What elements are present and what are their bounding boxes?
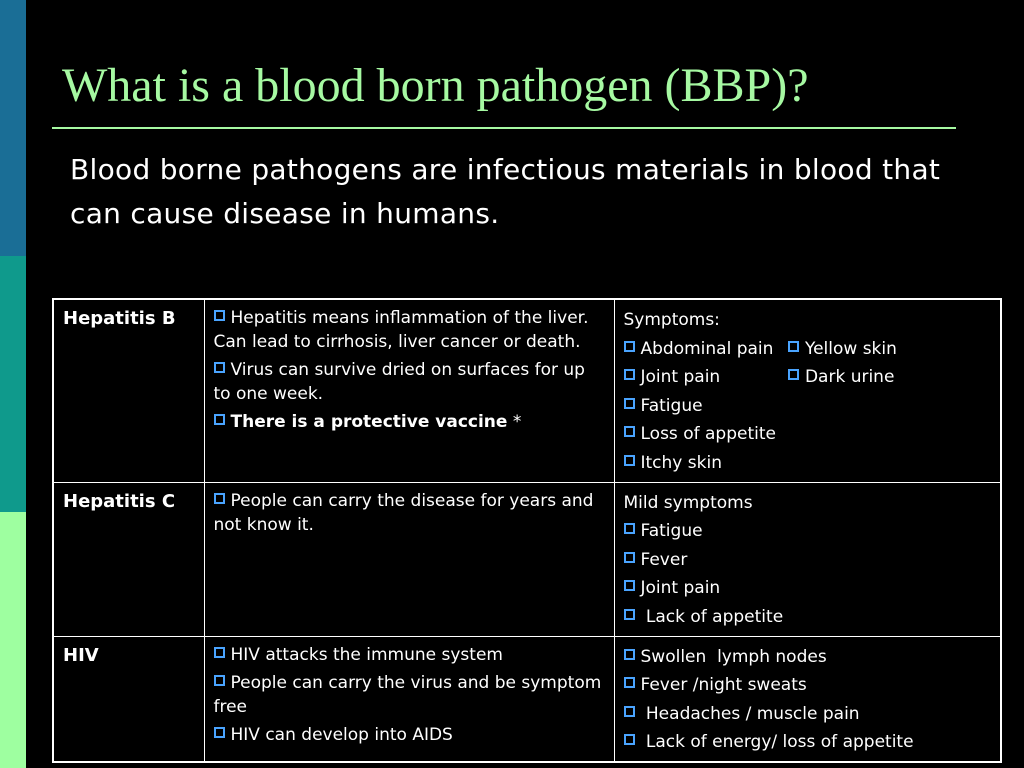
square-bullet-icon: [624, 426, 635, 437]
symptom-item: Joint pain: [624, 363, 776, 392]
square-bullet-icon: [624, 677, 635, 688]
disease-name: Hepatitis C: [63, 490, 176, 512]
symptom-item: Yellow skin: [788, 335, 897, 364]
pathogen-table: [52, 298, 1002, 763]
square-bullet-icon: [624, 341, 635, 352]
symptom-item: Loss of appetite: [624, 420, 776, 449]
accent-bar-middle: [0, 256, 26, 512]
disease-name: HIV: [63, 644, 99, 666]
symptom-item: Headaches / muscle pain: [624, 700, 992, 729]
square-bullet-icon: [214, 727, 225, 738]
disease-cell: [53, 482, 204, 636]
table-row: [53, 482, 1001, 636]
fact-item: Hepatitis means inflammation of the liver. Can lead to cirrhosis, liver cancer or death.: [213, 308, 589, 352]
disease-name: Hepatitis B: [63, 308, 176, 329]
square-bullet-icon: [788, 341, 799, 352]
disease-cell: [53, 299, 204, 482]
symptoms-cell: [614, 636, 1001, 762]
symptom-item: Lack of energy/ loss of appetite: [624, 728, 992, 757]
square-bullet-icon: [214, 675, 225, 686]
symptom-item: Swollen lymph nodes: [624, 643, 992, 672]
square-bullet-icon: [624, 609, 635, 620]
symptoms-cell: [614, 482, 1001, 636]
square-bullet-icon: [624, 455, 635, 466]
symptom-item: Abdominal pain: [624, 335, 776, 364]
slide-subtitle: Blood borne pathogens are infectious materials in blood that can cause disease in humans.: [70, 153, 941, 230]
fact-item: People can carry the disease for years and not know it.: [213, 490, 594, 535]
square-bullet-icon: [624, 369, 635, 380]
accent-bar-top: [0, 0, 26, 256]
facts-cell: [204, 299, 614, 482]
fact-item: HIV can develop into AIDS: [214, 723, 605, 747]
square-bullet-icon: [624, 398, 635, 409]
square-bullet-icon: [624, 649, 635, 660]
symptoms-column: [624, 335, 776, 478]
square-bullet-icon: [624, 734, 635, 745]
slide-title: What is a blood born pathogen (BBP)?: [62, 59, 809, 112]
fact-item: People can carry the virus and be symptom free: [213, 672, 602, 717]
square-bullet-icon: [214, 362, 225, 373]
symptom-item: Fatigue: [624, 392, 776, 421]
facts-cell: [204, 482, 614, 636]
symptom-item: Lack of appetite: [624, 603, 992, 632]
symptom-item: Fatigue: [624, 517, 992, 546]
symptom-item: Joint pain: [624, 574, 992, 603]
title-underline: [52, 127, 956, 129]
square-bullet-icon: [788, 369, 799, 380]
square-bullet-icon: [214, 310, 225, 321]
square-bullet-icon: [624, 523, 635, 534]
vaccine-text: There is a protective vaccine: [230, 412, 508, 432]
table-row: [53, 299, 1001, 482]
square-bullet-icon: [624, 580, 635, 591]
accent-bar-bottom: [0, 512, 26, 768]
symptoms-column: [788, 335, 897, 478]
symptoms-heading: Symptoms:: [623, 310, 720, 330]
symptom-item: Fever: [624, 546, 992, 575]
symptoms-heading: Mild symptoms: [623, 492, 753, 513]
facts-cell: [204, 636, 614, 762]
square-bullet-icon: [214, 414, 225, 425]
symptom-item: Itchy skin: [624, 449, 776, 478]
fact-item: HIV attacks the immune system: [214, 643, 605, 667]
symptoms-grid: [624, 335, 992, 478]
table-row: [53, 636, 1001, 762]
square-bullet-icon: [214, 493, 225, 504]
symptom-item: Dark urine: [788, 363, 897, 392]
symptom-item: Fever /night sweats: [624, 671, 992, 700]
square-bullet-icon: [624, 706, 635, 717]
disease-cell: [53, 636, 204, 762]
symptoms-cell: [614, 299, 1001, 482]
square-bullet-icon: [214, 647, 225, 658]
vaccine-asterisk: *: [507, 412, 522, 432]
fact-item: [214, 410, 605, 434]
fact-item: Virus can survive dried on surfaces for up to one week.: [213, 360, 585, 404]
square-bullet-icon: [624, 552, 635, 563]
